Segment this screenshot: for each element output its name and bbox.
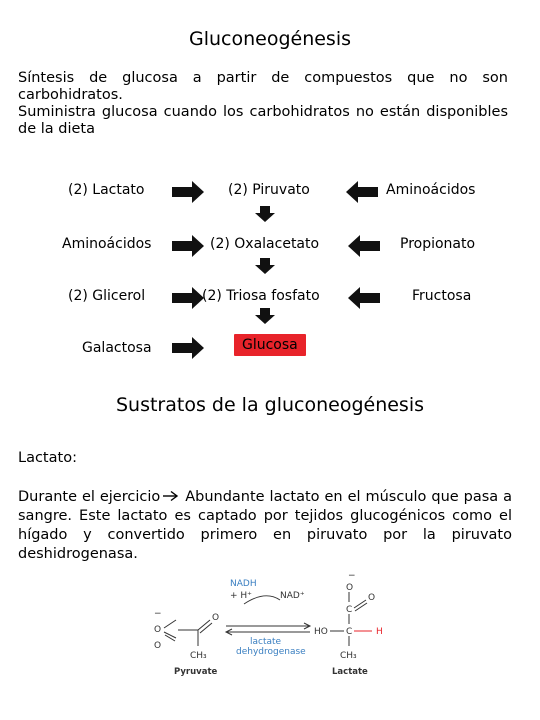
lactate-name: Lactate — [332, 667, 368, 677]
lactate-o1: O — [346, 583, 354, 593]
section-subtitle: Sustratos de la gluconeogénesis — [115, 394, 425, 416]
arrow-right-icon — [162, 490, 180, 502]
left-node-glicerol: (2) Glicerol — [68, 288, 146, 304]
lactato-heading: Lactato: — [18, 450, 77, 466]
lactate-c1: C — [346, 605, 353, 615]
enzyme-line1: lactate — [250, 637, 282, 647]
intro-line-2: Suministra glucosa cuando los carbohidratos no están disponibles de la dieta — [18, 104, 508, 137]
pyruvate-o2: O — [154, 641, 162, 651]
pyruvate-name: Pyruvate — [174, 667, 218, 677]
center-node-piruvato: (2) Piruvato — [228, 182, 310, 198]
left-node-galactosa: Galactosa — [82, 340, 152, 356]
pyruvate-lactate-reaction — [140, 568, 400, 680]
lactate-c2: C — [346, 627, 353, 637]
arrow-down-icon — [255, 206, 275, 222]
enzyme-line2: dehydrogenase — [236, 647, 306, 657]
intro-line-1: Síntesis de glucosa a partir de compuestos que no son carbohidratos. — [18, 70, 508, 103]
nad-plus-label: NAD⁺ — [280, 591, 305, 601]
lactate-o2: O — [368, 593, 376, 603]
arrow-right-icon — [172, 287, 204, 309]
arrow-left-icon — [348, 287, 380, 309]
pyruvate-ch3: CH₃ — [190, 651, 207, 661]
arrow-right-icon — [172, 181, 204, 203]
lactate-minus: − — [348, 571, 356, 581]
pyruvate-o1: O — [154, 625, 162, 635]
left-node-aminoacidos: Aminoácidos — [62, 236, 152, 252]
arrow-left-icon — [346, 181, 378, 203]
right-node-propionato: Propionato — [400, 236, 476, 252]
center-node-glucosa: Glucosa — [234, 334, 306, 356]
lactato-paragraph — [18, 488, 512, 564]
arrow-right-icon — [172, 235, 204, 257]
para-before-arrow: Durante el ejercicio — [18, 489, 161, 505]
lactate-ch3: CH₃ — [340, 651, 357, 661]
h-plus-label: + H⁺ — [230, 591, 252, 601]
page-title: Gluconeogénesis — [188, 28, 352, 50]
right-node-aminoacidos: Aminoácidos — [386, 182, 476, 198]
center-node-oxalacetato: (2) Oxalacetato — [210, 236, 320, 252]
nadh-label: NADH — [230, 579, 257, 589]
arrow-right-icon — [172, 337, 204, 359]
lactate-ho: HO — [314, 627, 328, 637]
arrow-down-icon — [255, 258, 275, 274]
para-after-arrow: Abundante lactato en el músculo que pasa a sangre. Este lactato es captado por tejidos glucogénicos como el hígado y convertido primero en piruvato por la piruvato deshidrogenasa. — [18, 489, 512, 562]
pyruvate-o-minus: − — [154, 609, 162, 619]
arrow-left-icon — [348, 235, 380, 257]
pyruvate-o3: O — [212, 613, 220, 623]
right-node-fructosa: Fructosa — [412, 288, 472, 304]
lactate-h: H — [376, 627, 383, 637]
arrow-down-icon — [255, 308, 275, 324]
left-node-lactato: (2) Lactato — [68, 182, 145, 198]
center-node-triosa-fosfato: (2) Triosa fosfato — [202, 288, 320, 304]
